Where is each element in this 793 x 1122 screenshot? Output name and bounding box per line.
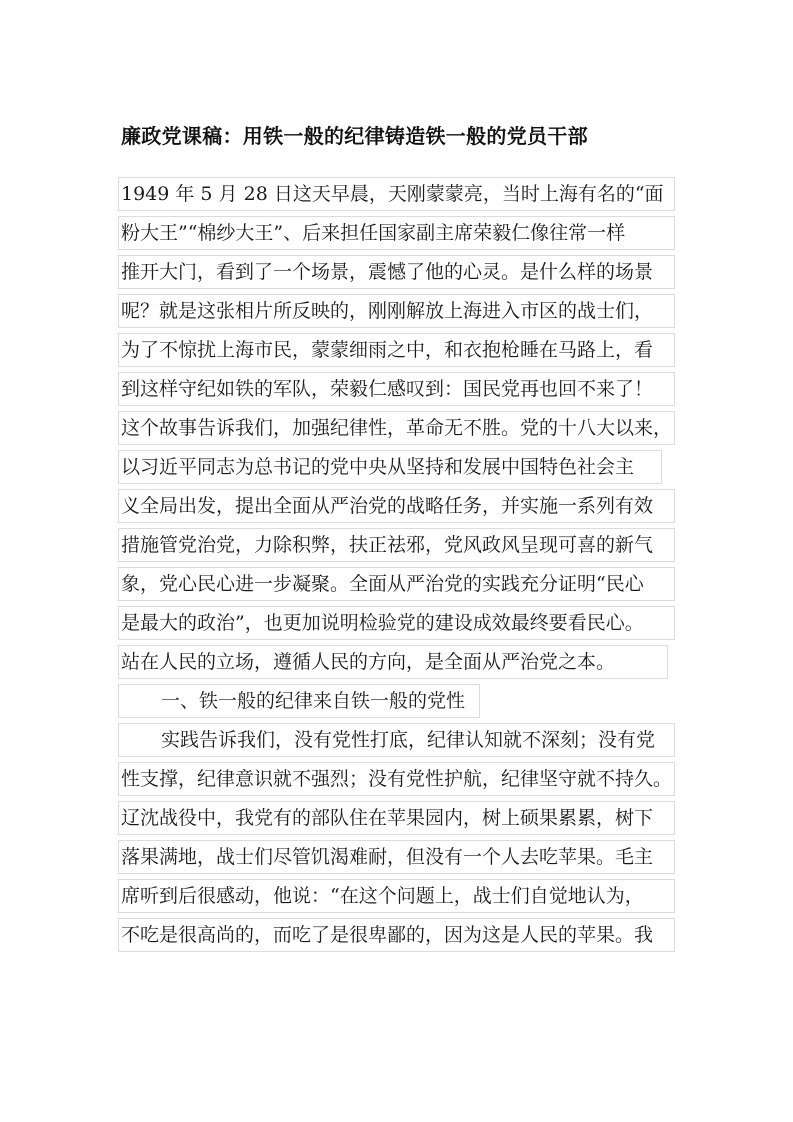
text-line: 到这样守纪如铁的军队，荣毅仁感叹到：国民党再也回不来了！ [118, 372, 675, 406]
text-line: 辽沈战役中，我党有的部队住在苹果园内，树上硕果累累，树下 [118, 801, 675, 835]
text-line: 是最大的政治”，也更加说明检验党的建设成效最终要看民心。 [118, 606, 675, 640]
section-heading: 一、铁一般的纪律来自铁一般的党性 [118, 684, 480, 718]
text-line: 象，党心民心进一步凝聚。全面从严治党的实践充分证明“民心 [118, 567, 675, 601]
text-line: 以习近平同志为总书记的党中央从坚持和发展中国特色社会主 [118, 450, 662, 484]
text-line: 为了不惊扰上海市民，蒙蒙细雨之中，和衣抱枪睡在马路上，看 [118, 333, 675, 367]
document-title: 廉政党课稿：用铁一般的纪律铸造铁一般的党员干部 [121, 124, 588, 148]
text-line: 呢？就是这张相片所反映的，刚刚解放上海进入市区的战士们， [118, 294, 675, 328]
text-line: 实践告诉我们，没有党性打底，纪律认知就不深刻；没有党 [118, 723, 675, 757]
text-line: 站在人民的立场，遵循人民的方向，是全面从严治党之本。 [118, 645, 668, 679]
text-line: 不吃是很高尚的，而吃了是很卑鄙的，因为这是人民的苹果。我 [118, 918, 675, 952]
document-body [118, 177, 678, 957]
text-line: 性支撑，纪律意识就不强烈；没有党性护航，纪律坚守就不持久。 [118, 762, 675, 796]
text-line: 推开大门，看到了一个场景，震憾了他的心灵。是什么样的场景 [118, 255, 675, 289]
text-line: 措施管党治党，力除积弊，扶正祛邪，党风政风呈现可喜的新气 [118, 528, 675, 562]
text-line: 落果满地，战士们尽管饥渴难耐，但没有一个人去吃苹果。毛主 [118, 840, 675, 874]
text-line: 1949 年 5 月 28 日这天早晨，天刚蒙蒙亮，当时上海有名的“面 [118, 177, 675, 211]
text-line: 义全局出发，提出全面从严治党的战略任务，并实施一系列有效 [118, 489, 675, 523]
text-line: 席听到后很感动，他说：“在这个问题上，战士们自觉地认为， [118, 879, 675, 913]
text-line: 这个故事告诉我们，加强纪律性，革命无不胜。党的十八大以来， [118, 411, 675, 445]
text-line: 粉大王”“棉纱大王”、后来担任国家副主席荣毅仁像往常一样 [118, 216, 675, 250]
